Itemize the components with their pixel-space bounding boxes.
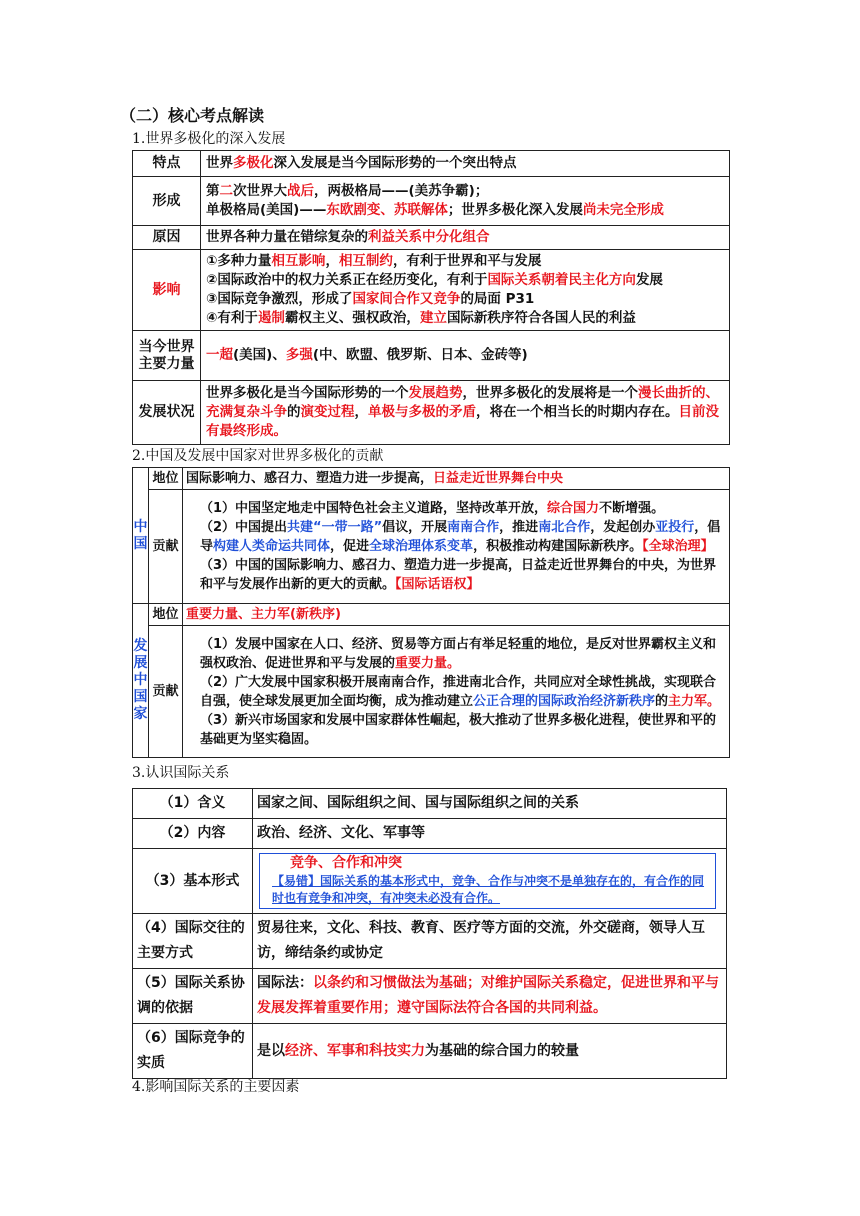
table-row	[133, 969, 727, 1024]
row-value-developing-contribution: （1）发展中国家在人口、经济、贸易等方面占有举足轻重的地位，是反对世界霸权主义和强权政治、促进世界和平与发展的重要力量。 （2）广大发展中国家积极开展南南合作，推进南北合作，共同应对全球性挑战，实现联合自强，使全球发展更加全面均衡，成为推动建立公正合理的国际政治经济新秩序的主力军。 （3）新兴市场国家和发展中国家群体性崛起，极大推动了世界多极化进程，使世界和平的基础更为坚实稳固。	[183, 626, 730, 758]
row-key-developing-contribution: 贡献	[149, 626, 183, 758]
row-key-coordination-basis: （5）国际关系协调的依据	[133, 969, 253, 1024]
row-value-status: 世界多极化是当今国际形势的一个发展趋势，世界多极化的发展将是一个漫长曲折的、充满复杂斗争的演变过程，单极与多极的矛盾，将在一个相当长的时期内存在。目前没有最终形成。	[201, 381, 730, 445]
row-value-content: 政治、经济、文化、军事等	[253, 819, 727, 849]
row-value-forces: 一超(美国)、多强(中、欧盟、俄罗斯、日本、金砖等)	[201, 331, 730, 381]
row-key-developing-position: 地位	[149, 604, 183, 626]
section-heading: （二）核心考点解读	[120, 106, 265, 125]
table-row	[133, 177, 730, 226]
group-label-developing: 发展中国家	[133, 604, 149, 758]
table-row	[133, 819, 727, 849]
subheading-multipolarity: 1.世界多极化的深入发展	[132, 131, 286, 147]
row-value-cause: 世界各种力量在错综复杂的利益关系中分化组合	[201, 226, 730, 250]
table-row	[133, 381, 730, 445]
row-key-china-position: 地位	[149, 468, 183, 490]
row-key-content: （2）内容	[133, 819, 253, 849]
table-row	[133, 1024, 727, 1079]
table-row	[133, 914, 727, 969]
table-contributions	[132, 467, 730, 758]
row-key-forces: 当今世界主要力量	[133, 331, 201, 381]
row-key-basic-forms: （3）基本形式	[133, 849, 253, 914]
row-key-cause: 原因	[133, 226, 201, 250]
table-row	[133, 490, 730, 604]
row-key-status: 发展状况	[133, 381, 201, 445]
row-key-features: 特点	[133, 151, 201, 177]
table-row	[133, 250, 730, 331]
table-row	[133, 849, 727, 914]
subheading-international-relations: 3.认识国际关系	[132, 765, 230, 781]
table-international-relations	[132, 788, 727, 1079]
row-value-meaning: 国家之间、国际组织之间、国与国际组织之间的关系	[253, 789, 727, 819]
row-value-basic-forms	[253, 849, 727, 914]
row-value-interaction-methods: 贸易往来，文化、科技、教育、医疗等方面的交流，外交磋商，领导人互访，缔结条约或协定	[253, 914, 727, 969]
error-note-box: 竞争、合作和冲突 【易错】国际关系的基本形式中，竞争、合作与冲突不是单独存在的，有合作的同时也有竞争和冲突，有冲突未必没有合作。	[259, 853, 716, 909]
row-value-china-position: 国际影响力、感召力、塑造力进一步提高，日益走近世界舞台中央	[183, 468, 730, 490]
row-key-competition-essence: （6）国际竞争的实质	[133, 1024, 253, 1079]
subheading-contributions: 2.中国及发展中国家对世界多极化的贡献	[132, 448, 384, 464]
table-row	[133, 331, 730, 381]
row-key-interaction-methods: （4）国际交往的主要方式	[133, 914, 253, 969]
table-multipolarity	[132, 150, 730, 445]
row-value-formation: 第二次世界大战后，两极格局——(美苏争霸)； 单极格局(美国)——东欧剧变、苏联解体；世界多极化深入发展尚未完全形成	[201, 177, 730, 226]
row-value-features: 世界多极化深入发展是当今国际形势的一个突出特点	[201, 151, 730, 177]
row-value-china-contribution: （1）中国坚定地走中国特色社会主义道路，坚持改革开放，综合国力不断增强。 （2）中国提出共建“一带一路”倡议，开展南南合作，推进南北合作，发起创办亚投行，倡导构建人类命运共同体，促进全球治理体系变革，积极推动构建国际新秩序。【全球治理】 （3）中国的国际影响力、感召力、塑造力进一步提高，日益走近世界舞台的中央，为世界和平与发展作出新的更大的贡献。【国际话语权】	[183, 490, 730, 604]
subheading-influencing-factors: 4.影响国际关系的主要因素	[132, 1079, 300, 1095]
table-row	[133, 604, 730, 626]
row-value-competition-essence: 是以经济、军事和科技实力为基础的综合国力的较量	[253, 1024, 727, 1079]
table-row	[133, 789, 727, 819]
table-row	[133, 626, 730, 758]
row-value-impact: ①多种力量相互影响，相互制约，有利于世界和平与发展 ②国际政治中的权力关系正在经历变化，有利于国际关系朝着民主化方向发展 ③国际竞争激烈，形成了国家间合作又竞争的局面 P31 ④有利于遏制霸权主义、强权政治，建立国际新秩序符合各国人民的利益	[201, 250, 730, 331]
row-key-impact: 影响	[133, 250, 201, 331]
table-row	[133, 468, 730, 490]
table-row	[133, 151, 730, 177]
group-label-china: 中国	[133, 468, 149, 604]
row-key-china-contribution: 贡献	[149, 490, 183, 604]
table-row	[133, 226, 730, 250]
row-key-formation: 形成	[133, 177, 201, 226]
row-value-coordination-basis: 国际法：以条约和习惯做法为基础；对维护国际关系稳定，促进世界和平与发展发挥着重要作用；遵守国际法符合各国的共同利益。	[253, 969, 727, 1024]
row-key-meaning: （1）含义	[133, 789, 253, 819]
row-value-developing-position: 重要力量、主力军(新秩序)	[183, 604, 730, 626]
